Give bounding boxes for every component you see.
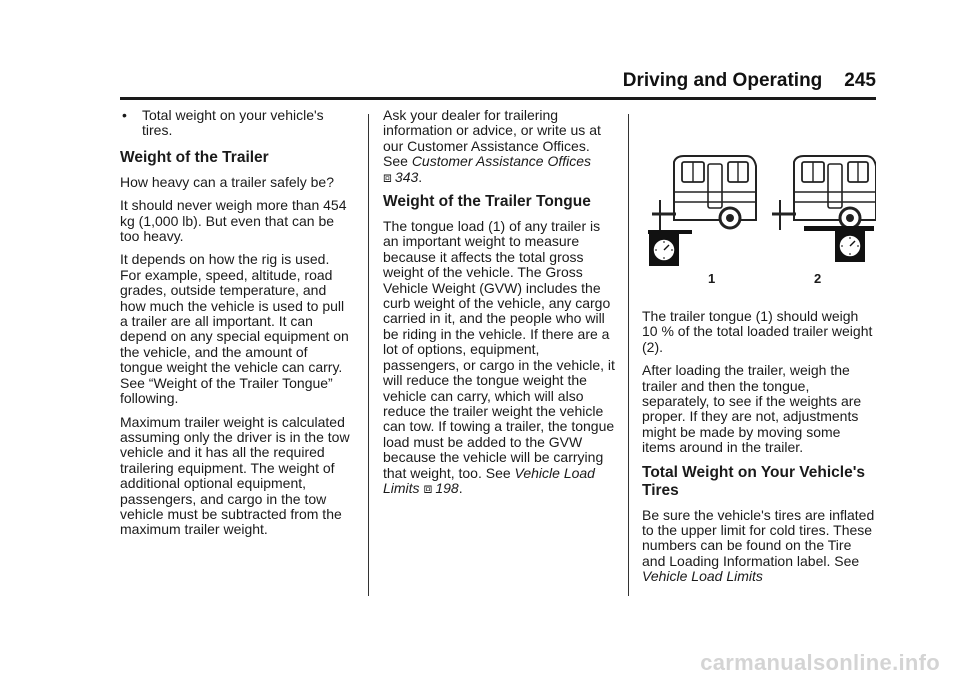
header-rule: [120, 97, 876, 100]
section-heading: Weight of the Trailer Tongue: [383, 193, 591, 211]
column-divider: [628, 114, 629, 596]
paragraph: It depends on how the rig is used. For example, speed, altitude, road grades, outside temperature, and how much the vehicle is used to pull a trailer are all important. It can depend on any special equipment on the vehicle, and the amount of tongue weight the vehicle can carry. See “Weight of the Trailer Tongue” following.: [120, 251, 349, 407]
paragraph-text: Ask your dealer for trailering information or advice, or write us at our Customer Assistance Offices. See: [383, 107, 601, 170]
column-divider: [368, 114, 369, 596]
paragraph: The trailer tongue (1) should weigh 10 % of the total loaded trailer weight (2).: [642, 308, 873, 355]
column-2: [383, 108, 615, 504]
paragraph: Maximum trailer weight is calculated assuming only the driver is in the tow vehicle and it has all the required trailering equipment. The weight of additional optional equipment, passengers, and cargo in the tow vehicle must be subtracted from the maximum trailer weight.: [120, 413, 350, 538]
list-item: [120, 108, 352, 139]
page-reference[interactable]: 343: [394, 168, 419, 185]
paragraph: How heavy can a trailer safely be?: [120, 173, 334, 190]
scale-dial-icon: [835, 228, 865, 262]
paragraph-text: The tongue load (1) of any trailer is an important weight to measure because it affects the total gross weight of the vehicle. The Gross Vehicle Weight (GVW) includes the curb weight of the vehicle, any cargo carried in it, and the people who will be riding in the vehicle. If there are a lot of options, equipment, passengers, or cargo in the vehicle, it will reduce the tongue weight the vehicle can carry, which will also reduce the trailer weight the vehicle can tow. If towing a trailer, the tongue load must be added to the GVW because the vehicle will be carrying that weight, too. See: [383, 218, 615, 481]
page-reference[interactable]: 198: [435, 479, 459, 496]
page-reference-icon: ⧈: [423, 479, 433, 496]
page-number: 245: [844, 70, 876, 91]
watermark: carmanualsonline.info: [700, 650, 940, 675]
paragraph: After loading the trailer, weigh the trailer and then the tongue, separately, to see if the weights are proper. If they are not, adjustments might be made by moving some items around in the trailer.: [642, 362, 862, 456]
scale-dial-icon: [649, 232, 679, 266]
bullet-icon: •: [122, 107, 127, 123]
paragraph: It should never weigh more than 454 kg (1,000 lb). But even that can be too heavy.: [120, 197, 347, 245]
cross-reference-link[interactable]: Customer Assistance Offices: [411, 153, 592, 170]
list-item-text: Total weight on your vehicle's tires.: [142, 107, 324, 139]
section-heading: Total Weight on Your Vehicle's Tires: [642, 463, 866, 499]
column-3: [642, 309, 876, 593]
travel-trailer-icon: [644, 150, 876, 268]
paragraph: Ask your dealer for trailering information or advice, or write us at our Customer Assistance Offices. See Customer Assistance Offices ⧈ 343.: [383, 107, 601, 185]
paragraph-text: Be sure the vehicle's tires are inflated to the upper limit for cold tires. These numbers can be found on the Tire and Loading Information label. See: [642, 506, 875, 569]
figure-label-1: 1: [708, 271, 716, 286]
page-header: [0, 70, 876, 92]
paragraph: [642, 508, 876, 585]
figure-label-2: 2: [814, 271, 822, 286]
section-title: Driving and Operating: [622, 70, 823, 91]
paragraph: The tongue load (1) of any trailer is an important weight to measure because it affects the total gross weight of the vehicle. The Gross Vehicle Weight (GVW) includes the curb weight of the vehicle, any cargo carried in it, and the people who will be riding in the vehicle. If there are a lot of options, equipment, passengers, or cargo in the vehicle, it will reduce the tongue weight the vehicle can carry, which will also reduce the trailer weight the vehicle can tow. If towing a trailer, the tongue load must be added to the GVW because the vehicle will be carrying that weight, too. See Vehicle Load Limits ⧈ 198.: [383, 218, 615, 496]
cross-reference-link[interactable]: Vehicle Load Limits: [383, 464, 595, 496]
tongue-weight-figure: [644, 150, 876, 290]
section-heading: Weight of the Trailer: [120, 148, 269, 166]
cross-reference-link[interactable]: Vehicle Load Limits: [642, 568, 763, 585]
column-1: [120, 108, 352, 546]
page-reference-icon: ⧈: [383, 168, 392, 185]
